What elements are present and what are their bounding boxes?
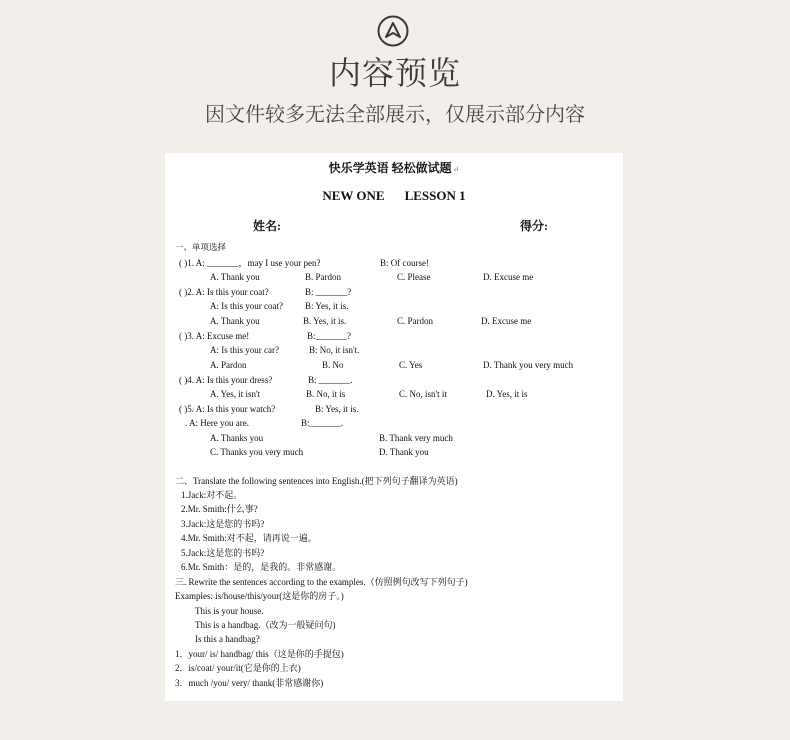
section1-title: 一、单项选择: [175, 243, 227, 253]
translate-item: 6.Mr. Smith：是的，是我的。非常感谢。: [181, 562, 342, 572]
sub-line: B:_______.: [301, 418, 344, 428]
option: A. Pardon: [210, 360, 247, 370]
sub-line: B: No, it isn't.: [309, 345, 360, 355]
translate-item: 1.Jack:对不起。: [181, 490, 243, 500]
question-stem-b: B: _______.: [308, 375, 353, 385]
option: C. Yes: [399, 360, 423, 370]
option: D. Excuse me: [483, 272, 534, 282]
option: A. Thanks you: [210, 433, 264, 443]
page-subtitle: 因文件较多无法全部展示，仅展示部分内容: [205, 102, 585, 126]
question-stem: ( )2. A: Is this your coat?: [179, 287, 269, 297]
option: B. Pardon: [305, 272, 341, 282]
page-title: 内容预览: [328, 54, 461, 92]
option: C. Please: [397, 272, 431, 282]
question-stem-b: B:_______?: [307, 331, 351, 341]
question-stem: ( )3. A: Excuse me!: [179, 331, 250, 341]
question-stem: ( )4. A: Is this your dress?: [179, 375, 273, 385]
rewrite-item: 3．much /you/ very/ thank(非常感谢你): [175, 678, 324, 688]
sub-line: . A: Here you are.: [185, 418, 249, 428]
arrow-up-circle-icon: [377, 15, 409, 47]
question-stem: ( )1. A: _______，may I use your pen?: [179, 258, 321, 268]
examples-label: Examples: is/house/this/your(这是你的房子。): [175, 591, 344, 601]
section3-title: 三. Rewrite the sentences according to the examples.（仿照例句改写下列句子): [175, 577, 468, 587]
translate-item: 4.Mr. Smith:对不起，请再说一遍。: [181, 533, 317, 543]
option: C. Thanks you very much: [210, 447, 304, 457]
option: D. Thank you: [379, 447, 429, 457]
example-line: This is your house.: [195, 606, 264, 616]
doc-lesson: NEW ONE LESSON 1: [322, 188, 466, 203]
question-stem-b: B: Of course!: [380, 258, 429, 268]
option: C. Pardon: [397, 316, 433, 326]
translate-item: 5.Jack:这是您的书吗?: [181, 548, 265, 558]
option: A. Yes, it isn't: [210, 389, 261, 399]
rewrite-item: 1．your/ is/ handbag/ this（这是你的手提包): [175, 649, 344, 659]
option: A. Thank you: [210, 316, 260, 326]
option: D. Excuse me: [481, 316, 532, 326]
sub-line: B: Yes, it is.: [305, 301, 349, 311]
sub-line: A: Is this your car?: [210, 345, 279, 355]
option: B. No, it is: [306, 389, 346, 399]
option: A. Thank you: [210, 272, 260, 282]
doc-title: 快乐学英语 轻松做试题↵: [328, 161, 460, 175]
translate-item: 3.Jack:这是您的书吗?: [181, 519, 265, 529]
score-label: 得分:: [520, 219, 548, 233]
question-stem-b: B: _______?: [305, 287, 352, 297]
option: B. No: [322, 360, 344, 370]
option: D. Thank you very much: [483, 360, 574, 370]
document-preview: [165, 153, 623, 701]
option: C. No, isn't it: [399, 389, 447, 399]
option: D. Yes, it is: [486, 389, 528, 399]
question-stem-b: B: Yes, it is.: [315, 404, 359, 414]
name-label: 姓名:: [253, 219, 281, 233]
sub-line: A: Is this your coat?: [210, 301, 283, 311]
rewrite-item: 2．is/coat/ your/it(它是你的上衣): [175, 663, 301, 673]
translate-item: 2.Mr. Smith:什么事?: [181, 504, 258, 514]
option: B. Yes, it is.: [303, 316, 347, 326]
question-stem: ( )5. A: Is this your watch?: [179, 404, 276, 414]
option: B. Thank very much: [379, 433, 453, 443]
section2-title: 二、Translate the following sentences into English.(把下列句子翻译为英语): [175, 476, 458, 486]
example-line: This is a handbag.（改为一般疑问句): [195, 620, 336, 630]
example-line: Is this a handbag?: [195, 634, 260, 644]
